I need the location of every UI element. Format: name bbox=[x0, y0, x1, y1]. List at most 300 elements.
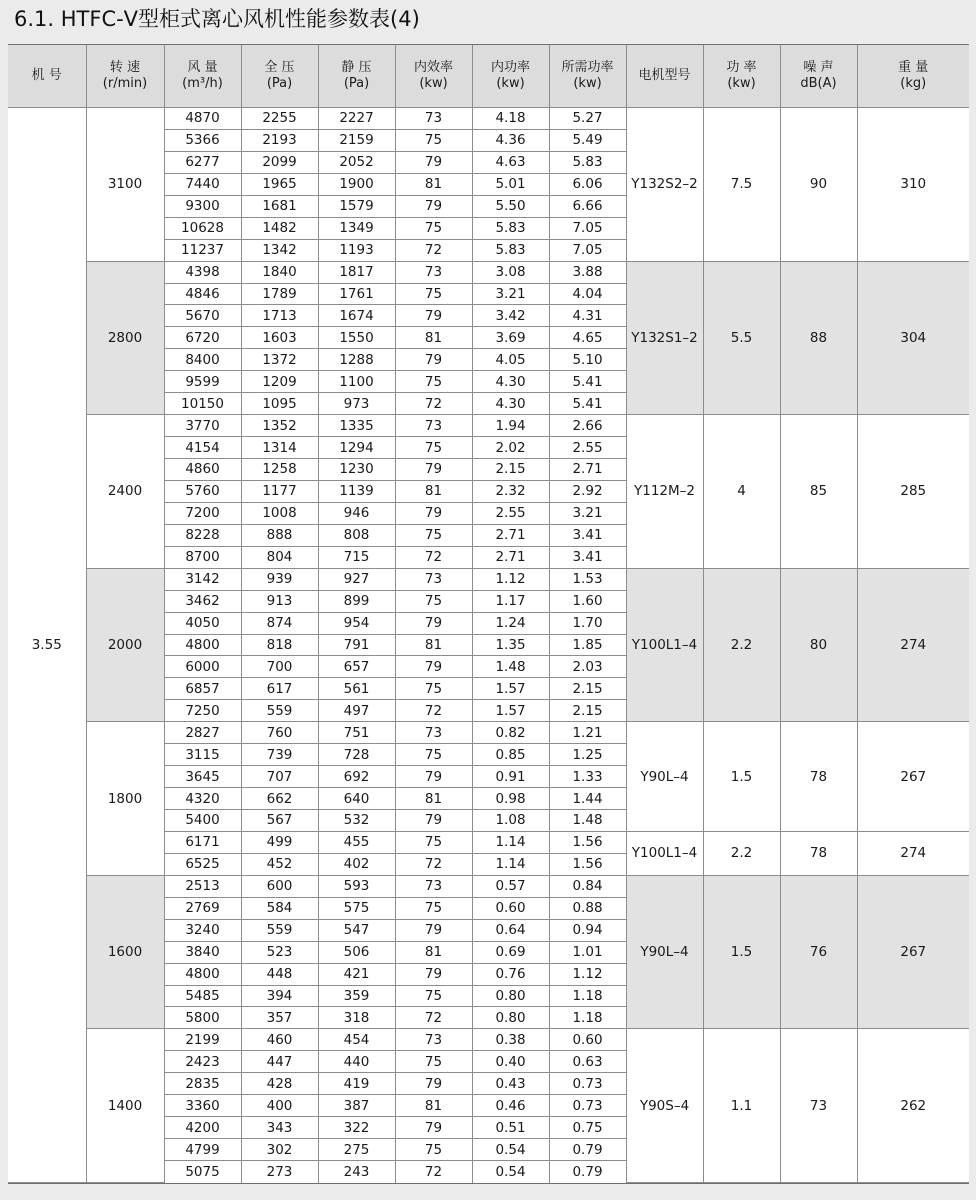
efficiency-cell: 75 bbox=[395, 1051, 472, 1073]
internal-power-cell: 1.08 bbox=[472, 810, 549, 832]
efficiency-cell: 72 bbox=[395, 853, 472, 875]
total-pressure-cell: 617 bbox=[241, 678, 318, 700]
static-pressure-cell: 421 bbox=[318, 963, 395, 985]
airflow-cell: 4050 bbox=[164, 612, 241, 634]
internal-power-cell: 1.57 bbox=[472, 700, 549, 722]
efficiency-cell: 81 bbox=[395, 788, 472, 810]
header-weight-line: (kg) bbox=[900, 76, 927, 91]
header-internal-efficiency-line: 内效率 bbox=[413, 60, 453, 75]
required-power-cell: 0.75 bbox=[549, 1117, 626, 1139]
efficiency-cell: 75 bbox=[395, 744, 472, 766]
header-motor-power bbox=[703, 45, 780, 108]
required-power-cell: 3.88 bbox=[549, 261, 626, 283]
efficiency-cell: 75 bbox=[395, 831, 472, 853]
airflow-cell: 11237 bbox=[164, 239, 241, 261]
motor-power-cell: 7.5 bbox=[703, 108, 780, 262]
header-speed bbox=[86, 45, 164, 108]
header-static-pressure bbox=[318, 45, 395, 108]
internal-power-cell: 2.71 bbox=[472, 546, 549, 568]
total-pressure-cell: 2255 bbox=[241, 108, 318, 130]
airflow-cell: 3240 bbox=[164, 919, 241, 941]
efficiency-cell: 75 bbox=[395, 590, 472, 612]
required-power-cell: 2.03 bbox=[549, 656, 626, 678]
noise-cell: 76 bbox=[780, 875, 857, 1029]
required-power-cell: 1.25 bbox=[549, 744, 626, 766]
total-pressure-cell: 1258 bbox=[241, 459, 318, 481]
efficiency-cell: 73 bbox=[395, 568, 472, 590]
required-power-cell: 2.71 bbox=[549, 459, 626, 481]
total-pressure-cell: 559 bbox=[241, 700, 318, 722]
internal-power-cell: 0.98 bbox=[472, 788, 549, 810]
header-speed-line: 转 速 bbox=[109, 60, 141, 75]
total-pressure-cell: 1482 bbox=[241, 217, 318, 239]
efficiency-cell: 81 bbox=[395, 327, 472, 349]
total-pressure-cell: 1352 bbox=[241, 415, 318, 437]
efficiency-cell: 75 bbox=[395, 371, 472, 393]
static-pressure-cell: 2159 bbox=[318, 129, 395, 151]
noise-cell: 90 bbox=[780, 108, 857, 262]
total-pressure-cell: 874 bbox=[241, 612, 318, 634]
header-motor-model bbox=[626, 45, 703, 108]
static-pressure-cell: 808 bbox=[318, 524, 395, 546]
internal-power-cell: 0.54 bbox=[472, 1139, 549, 1161]
efficiency-cell: 72 bbox=[395, 239, 472, 261]
header-speed-line: (r/min) bbox=[102, 76, 148, 91]
internal-power-cell: 2.15 bbox=[472, 459, 549, 481]
required-power-cell: 0.60 bbox=[549, 1029, 626, 1051]
required-power-cell: 2.92 bbox=[549, 480, 626, 502]
airflow-cell: 5400 bbox=[164, 810, 241, 832]
airflow-cell: 5800 bbox=[164, 1007, 241, 1029]
static-pressure-cell: 1193 bbox=[318, 239, 395, 261]
airflow-cell: 3142 bbox=[164, 568, 241, 590]
efficiency-cell: 81 bbox=[395, 634, 472, 656]
required-power-cell: 1.18 bbox=[549, 985, 626, 1007]
airflow-cell: 5670 bbox=[164, 305, 241, 327]
required-power-cell: 1.44 bbox=[549, 788, 626, 810]
table-header-row bbox=[8, 45, 969, 108]
internal-power-cell: 0.80 bbox=[472, 985, 549, 1007]
required-power-cell: 0.79 bbox=[549, 1161, 626, 1183]
total-pressure-cell: 1372 bbox=[241, 349, 318, 371]
internal-power-cell: 0.80 bbox=[472, 1007, 549, 1029]
static-pressure-cell: 419 bbox=[318, 1073, 395, 1095]
table-row bbox=[8, 1029, 969, 1051]
total-pressure-cell: 760 bbox=[241, 722, 318, 744]
header-noise-line: dB(A) bbox=[800, 76, 837, 91]
noise-cell: 78 bbox=[780, 831, 857, 875]
efficiency-cell: 79 bbox=[395, 502, 472, 524]
header-weight-line: 重 量 bbox=[898, 60, 929, 75]
speed-cell: 1800 bbox=[86, 722, 164, 876]
total-pressure-cell: 1965 bbox=[241, 173, 318, 195]
header-noise bbox=[780, 45, 857, 108]
static-pressure-cell: 593 bbox=[318, 875, 395, 897]
weight-cell: 310 bbox=[857, 108, 969, 262]
header-total-pressure bbox=[241, 45, 318, 108]
airflow-cell: 3360 bbox=[164, 1095, 241, 1117]
efficiency-cell: 79 bbox=[395, 612, 472, 634]
motor-power-cell: 2.2 bbox=[703, 831, 780, 875]
static-pressure-cell: 1900 bbox=[318, 173, 395, 195]
static-pressure-cell: 1579 bbox=[318, 195, 395, 217]
weight-cell: 262 bbox=[857, 1029, 969, 1183]
total-pressure-cell: 1603 bbox=[241, 327, 318, 349]
required-power-cell: 0.94 bbox=[549, 919, 626, 941]
internal-power-cell: 0.91 bbox=[472, 766, 549, 788]
airflow-cell: 4200 bbox=[164, 1117, 241, 1139]
total-pressure-cell: 567 bbox=[241, 810, 318, 832]
table-row bbox=[8, 415, 969, 437]
header-required-power bbox=[549, 45, 626, 108]
static-pressure-cell: 2227 bbox=[318, 108, 395, 130]
required-power-cell: 1.56 bbox=[549, 831, 626, 853]
static-pressure-cell: 657 bbox=[318, 656, 395, 678]
header-static-pressure-line: 静 压 bbox=[341, 60, 372, 75]
static-pressure-cell: 927 bbox=[318, 568, 395, 590]
header-internal-power bbox=[472, 45, 549, 108]
motor-model-cell: Y100L1–4 bbox=[626, 568, 703, 722]
total-pressure-cell: 1095 bbox=[241, 393, 318, 415]
total-pressure-cell: 448 bbox=[241, 963, 318, 985]
motor-power-cell: 4 bbox=[703, 415, 780, 569]
static-pressure-cell: 532 bbox=[318, 810, 395, 832]
efficiency-cell: 81 bbox=[395, 173, 472, 195]
header-internal-efficiency bbox=[395, 45, 472, 108]
efficiency-cell: 73 bbox=[395, 108, 472, 130]
total-pressure-cell: 1177 bbox=[241, 480, 318, 502]
motor-model-cell: Y112M–2 bbox=[626, 415, 703, 569]
efficiency-cell: 79 bbox=[395, 919, 472, 941]
header-internal-efficiency-line: (kw) bbox=[419, 76, 448, 91]
static-pressure-cell: 973 bbox=[318, 393, 395, 415]
internal-power-cell: 4.18 bbox=[472, 108, 549, 130]
noise-cell: 80 bbox=[780, 568, 857, 722]
airflow-cell: 3770 bbox=[164, 415, 241, 437]
static-pressure-cell: 497 bbox=[318, 700, 395, 722]
total-pressure-cell: 2099 bbox=[241, 151, 318, 173]
speed-cell: 1600 bbox=[86, 875, 164, 1029]
static-pressure-cell: 1817 bbox=[318, 261, 395, 283]
required-power-cell: 0.73 bbox=[549, 1073, 626, 1095]
efficiency-cell: 79 bbox=[395, 459, 472, 481]
total-pressure-cell: 460 bbox=[241, 1029, 318, 1051]
total-pressure-cell: 888 bbox=[241, 524, 318, 546]
efficiency-cell: 81 bbox=[395, 941, 472, 963]
total-pressure-cell: 818 bbox=[241, 634, 318, 656]
efficiency-cell: 79 bbox=[395, 963, 472, 985]
required-power-cell: 5.10 bbox=[549, 349, 626, 371]
noise-cell: 85 bbox=[780, 415, 857, 569]
total-pressure-cell: 700 bbox=[241, 656, 318, 678]
static-pressure-cell: 275 bbox=[318, 1139, 395, 1161]
airflow-cell: 2769 bbox=[164, 897, 241, 919]
header-airflow-line: 风 量 bbox=[187, 60, 218, 75]
efficiency-cell: 75 bbox=[395, 985, 472, 1007]
required-power-cell: 5.49 bbox=[549, 129, 626, 151]
total-pressure-cell: 739 bbox=[241, 744, 318, 766]
required-power-cell: 2.55 bbox=[549, 437, 626, 459]
airflow-cell: 2827 bbox=[164, 722, 241, 744]
efficiency-cell: 75 bbox=[395, 897, 472, 919]
required-power-cell: 3.41 bbox=[549, 524, 626, 546]
speed-cell: 1400 bbox=[86, 1029, 164, 1183]
weight-cell: 274 bbox=[857, 568, 969, 722]
efficiency-cell: 75 bbox=[395, 437, 472, 459]
internal-power-cell: 0.43 bbox=[472, 1073, 549, 1095]
airflow-cell: 6857 bbox=[164, 678, 241, 700]
required-power-cell: 5.27 bbox=[549, 108, 626, 130]
static-pressure-cell: 561 bbox=[318, 678, 395, 700]
required-power-cell: 1.53 bbox=[549, 568, 626, 590]
efficiency-cell: 73 bbox=[395, 722, 472, 744]
airflow-cell: 4398 bbox=[164, 261, 241, 283]
airflow-cell: 5366 bbox=[164, 129, 241, 151]
required-power-cell: 1.85 bbox=[549, 634, 626, 656]
table-row bbox=[8, 875, 969, 897]
header-weight bbox=[857, 45, 969, 108]
airflow-cell: 8228 bbox=[164, 524, 241, 546]
internal-power-cell: 0.60 bbox=[472, 897, 549, 919]
table-row bbox=[8, 261, 969, 283]
header-motor-power-line: (kw) bbox=[727, 76, 756, 91]
static-pressure-cell: 318 bbox=[318, 1007, 395, 1029]
airflow-cell: 6720 bbox=[164, 327, 241, 349]
table-row bbox=[8, 108, 969, 130]
airflow-cell: 4870 bbox=[164, 108, 241, 130]
static-pressure-cell: 1294 bbox=[318, 437, 395, 459]
airflow-cell: 4800 bbox=[164, 634, 241, 656]
internal-power-cell: 2.55 bbox=[472, 502, 549, 524]
internal-power-cell: 2.32 bbox=[472, 480, 549, 502]
internal-power-cell: 5.83 bbox=[472, 217, 549, 239]
static-pressure-cell: 1550 bbox=[318, 327, 395, 349]
required-power-cell: 4.04 bbox=[549, 283, 626, 305]
total-pressure-cell: 428 bbox=[241, 1073, 318, 1095]
header-total-pressure-line: 全 压 bbox=[264, 60, 295, 75]
airflow-cell: 8700 bbox=[164, 546, 241, 568]
total-pressure-cell: 447 bbox=[241, 1051, 318, 1073]
header-required-power-line: 所需功率 bbox=[561, 60, 614, 75]
required-power-cell: 0.73 bbox=[549, 1095, 626, 1117]
static-pressure-cell: 387 bbox=[318, 1095, 395, 1117]
static-pressure-cell: 454 bbox=[318, 1029, 395, 1051]
airflow-cell: 2199 bbox=[164, 1029, 241, 1051]
efficiency-cell: 75 bbox=[395, 217, 472, 239]
machine-no-cell: 3.55 bbox=[8, 108, 86, 1183]
airflow-cell: 5485 bbox=[164, 985, 241, 1007]
internal-power-cell: 1.12 bbox=[472, 568, 549, 590]
airflow-cell: 3462 bbox=[164, 590, 241, 612]
efficiency-cell: 73 bbox=[395, 261, 472, 283]
airflow-cell: 2423 bbox=[164, 1051, 241, 1073]
internal-power-cell: 1.94 bbox=[472, 415, 549, 437]
required-power-cell: 1.56 bbox=[549, 853, 626, 875]
table-row bbox=[8, 568, 969, 590]
weight-cell: 267 bbox=[857, 722, 969, 832]
efficiency-cell: 75 bbox=[395, 129, 472, 151]
total-pressure-cell: 394 bbox=[241, 985, 318, 1007]
static-pressure-cell: 791 bbox=[318, 634, 395, 656]
required-power-cell: 4.65 bbox=[549, 327, 626, 349]
efficiency-cell: 72 bbox=[395, 393, 472, 415]
internal-power-cell: 1.57 bbox=[472, 678, 549, 700]
airflow-cell: 9599 bbox=[164, 371, 241, 393]
total-pressure-cell: 662 bbox=[241, 788, 318, 810]
internal-power-cell: 4.05 bbox=[472, 349, 549, 371]
static-pressure-cell: 715 bbox=[318, 546, 395, 568]
airflow-cell: 7200 bbox=[164, 502, 241, 524]
static-pressure-cell: 728 bbox=[318, 744, 395, 766]
total-pressure-cell: 804 bbox=[241, 546, 318, 568]
internal-power-cell: 3.42 bbox=[472, 305, 549, 327]
total-pressure-cell: 400 bbox=[241, 1095, 318, 1117]
total-pressure-cell: 523 bbox=[241, 941, 318, 963]
motor-power-cell: 1.5 bbox=[703, 875, 780, 1029]
total-pressure-cell: 1342 bbox=[241, 239, 318, 261]
static-pressure-cell: 1761 bbox=[318, 283, 395, 305]
airflow-cell: 3840 bbox=[164, 941, 241, 963]
airflow-cell: 6171 bbox=[164, 831, 241, 853]
airflow-cell: 6525 bbox=[164, 853, 241, 875]
header-motor-power-line: 功 率 bbox=[726, 60, 757, 75]
internal-power-cell: 3.08 bbox=[472, 261, 549, 283]
total-pressure-cell: 1840 bbox=[241, 261, 318, 283]
efficiency-cell: 75 bbox=[395, 678, 472, 700]
internal-power-cell: 1.17 bbox=[472, 590, 549, 612]
required-power-cell: 7.05 bbox=[549, 217, 626, 239]
total-pressure-cell: 357 bbox=[241, 1007, 318, 1029]
airflow-cell: 4320 bbox=[164, 788, 241, 810]
efficiency-cell: 79 bbox=[395, 766, 472, 788]
internal-power-cell: 1.14 bbox=[472, 853, 549, 875]
motor-model-cell: Y132S1–2 bbox=[626, 261, 703, 415]
efficiency-cell: 75 bbox=[395, 283, 472, 305]
internal-power-cell: 5.50 bbox=[472, 195, 549, 217]
required-power-cell: 5.41 bbox=[549, 371, 626, 393]
motor-model-cell: Y132S2–2 bbox=[626, 108, 703, 262]
required-power-cell: 4.31 bbox=[549, 305, 626, 327]
internal-power-cell: 5.01 bbox=[472, 173, 549, 195]
required-power-cell: 6.06 bbox=[549, 173, 626, 195]
header-airflow-line: (m³/h) bbox=[182, 76, 223, 91]
static-pressure-cell: 322 bbox=[318, 1117, 395, 1139]
static-pressure-cell: 1139 bbox=[318, 480, 395, 502]
internal-power-cell: 0.54 bbox=[472, 1161, 549, 1183]
speed-cell: 3100 bbox=[86, 108, 164, 262]
header-static-pressure-line: (Pa) bbox=[343, 76, 370, 91]
efficiency-cell: 72 bbox=[395, 700, 472, 722]
airflow-cell: 4154 bbox=[164, 437, 241, 459]
performance-table-container bbox=[8, 44, 969, 1184]
internal-power-cell: 2.02 bbox=[472, 437, 549, 459]
airflow-cell: 9300 bbox=[164, 195, 241, 217]
motor-power-cell: 1.1 bbox=[703, 1029, 780, 1183]
static-pressure-cell: 455 bbox=[318, 831, 395, 853]
noise-cell: 78 bbox=[780, 722, 857, 832]
efficiency-cell: 72 bbox=[395, 1161, 472, 1183]
header-internal-power-line: 内功率 bbox=[490, 60, 530, 75]
internal-power-cell: 1.14 bbox=[472, 831, 549, 853]
required-power-cell: 0.84 bbox=[549, 875, 626, 897]
total-pressure-cell: 452 bbox=[241, 853, 318, 875]
efficiency-cell: 75 bbox=[395, 524, 472, 546]
efficiency-cell: 73 bbox=[395, 1029, 472, 1051]
required-power-cell: 3.21 bbox=[549, 502, 626, 524]
static-pressure-cell: 692 bbox=[318, 766, 395, 788]
efficiency-cell: 79 bbox=[395, 1073, 472, 1095]
required-power-cell: 6.66 bbox=[549, 195, 626, 217]
airflow-cell: 6000 bbox=[164, 656, 241, 678]
efficiency-cell: 81 bbox=[395, 480, 472, 502]
noise-cell: 73 bbox=[780, 1029, 857, 1183]
required-power-cell: 1.21 bbox=[549, 722, 626, 744]
fan-performance-table bbox=[8, 45, 969, 1183]
motor-model-cell: Y100L1–4 bbox=[626, 831, 703, 875]
required-power-cell: 1.01 bbox=[549, 941, 626, 963]
airflow-cell: 7250 bbox=[164, 700, 241, 722]
internal-power-cell: 0.76 bbox=[472, 963, 549, 985]
airflow-cell: 5760 bbox=[164, 480, 241, 502]
weight-cell: 274 bbox=[857, 831, 969, 875]
internal-power-cell: 0.40 bbox=[472, 1051, 549, 1073]
airflow-cell: 8400 bbox=[164, 349, 241, 371]
static-pressure-cell: 640 bbox=[318, 788, 395, 810]
internal-power-cell: 3.21 bbox=[472, 283, 549, 305]
static-pressure-cell: 1349 bbox=[318, 217, 395, 239]
total-pressure-cell: 1789 bbox=[241, 283, 318, 305]
airflow-cell: 4800 bbox=[164, 963, 241, 985]
static-pressure-cell: 359 bbox=[318, 985, 395, 1007]
efficiency-cell: 79 bbox=[395, 151, 472, 173]
static-pressure-cell: 751 bbox=[318, 722, 395, 744]
internal-power-cell: 0.82 bbox=[472, 722, 549, 744]
total-pressure-cell: 600 bbox=[241, 875, 318, 897]
required-power-cell: 2.15 bbox=[549, 700, 626, 722]
airflow-cell: 3115 bbox=[164, 744, 241, 766]
total-pressure-cell: 1008 bbox=[241, 502, 318, 524]
static-pressure-cell: 1674 bbox=[318, 305, 395, 327]
header-machine-no-line: 机 号 bbox=[31, 68, 62, 83]
total-pressure-cell: 707 bbox=[241, 766, 318, 788]
internal-power-cell: 4.63 bbox=[472, 151, 549, 173]
motor-power-cell: 5.5 bbox=[703, 261, 780, 415]
required-power-cell: 1.18 bbox=[549, 1007, 626, 1029]
internal-power-cell: 0.38 bbox=[472, 1029, 549, 1051]
header-total-pressure-line: (Pa) bbox=[266, 76, 293, 91]
efficiency-cell: 73 bbox=[395, 415, 472, 437]
total-pressure-cell: 1209 bbox=[241, 371, 318, 393]
efficiency-cell: 79 bbox=[395, 1117, 472, 1139]
motor-power-cell: 2.2 bbox=[703, 568, 780, 722]
static-pressure-cell: 402 bbox=[318, 853, 395, 875]
required-power-cell: 5.83 bbox=[549, 151, 626, 173]
internal-power-cell: 4.30 bbox=[472, 393, 549, 415]
internal-power-cell: 2.71 bbox=[472, 524, 549, 546]
airflow-cell: 7440 bbox=[164, 173, 241, 195]
required-power-cell: 7.05 bbox=[549, 239, 626, 261]
static-pressure-cell: 547 bbox=[318, 919, 395, 941]
total-pressure-cell: 584 bbox=[241, 897, 318, 919]
efficiency-cell: 79 bbox=[395, 810, 472, 832]
static-pressure-cell: 1288 bbox=[318, 349, 395, 371]
motor-model-cell: Y90S–4 bbox=[626, 1029, 703, 1183]
airflow-cell: 10628 bbox=[164, 217, 241, 239]
motor-power-cell: 1.5 bbox=[703, 722, 780, 832]
static-pressure-cell: 946 bbox=[318, 502, 395, 524]
weight-cell: 267 bbox=[857, 875, 969, 1029]
required-power-cell: 0.63 bbox=[549, 1051, 626, 1073]
